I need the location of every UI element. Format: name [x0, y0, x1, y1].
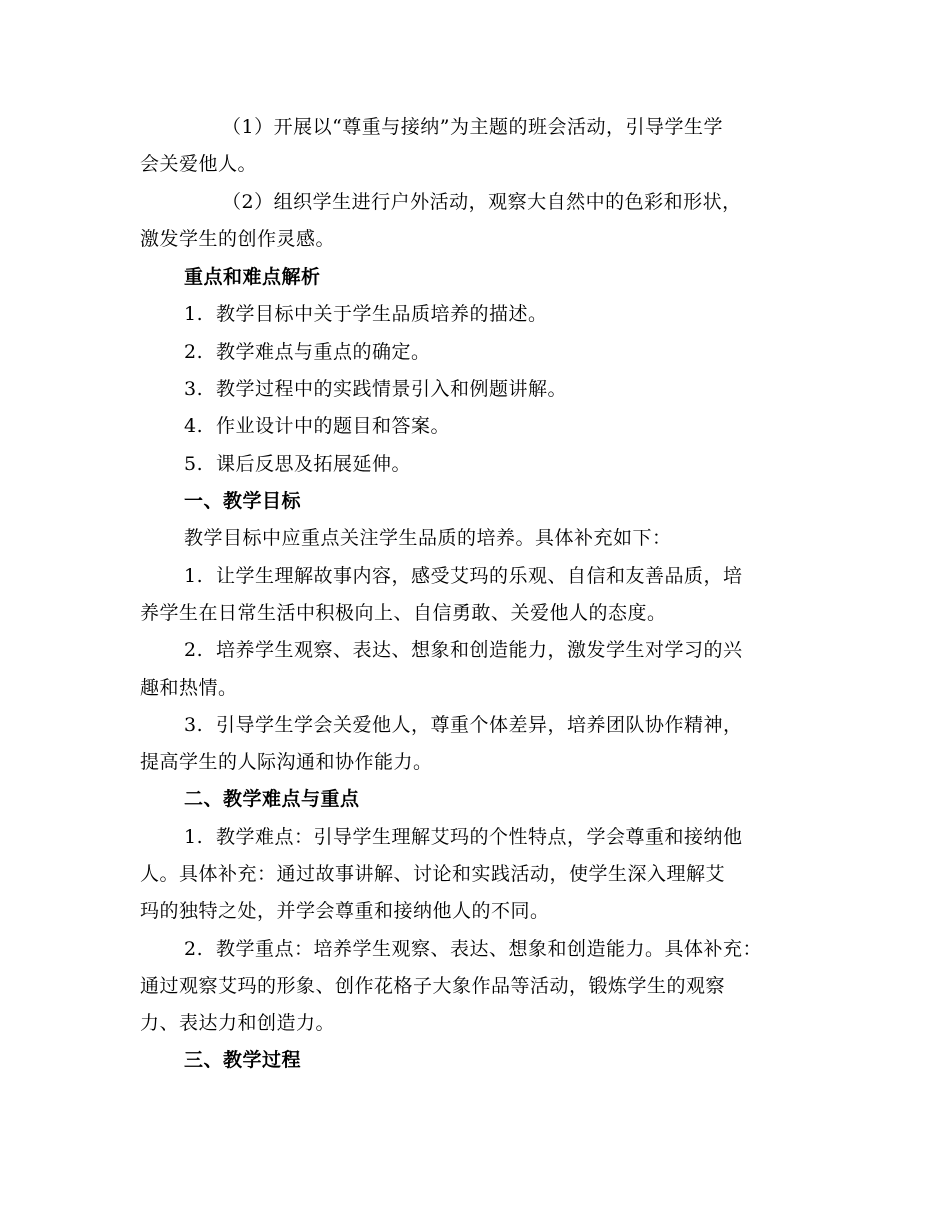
goal-number: 1. — [184, 565, 204, 587]
key-item-5 — [184, 451, 411, 477]
goal-3-line-1 — [184, 712, 743, 738]
key-item-3 — [184, 376, 567, 402]
goal-text: 培养学生观察、表达、想象和创造能力，激发学生对学习的兴 — [216, 639, 743, 661]
focus-line-3: 力、表达力和创造力。 — [140, 1012, 336, 1034]
section-1-heading: 一、教学目标 — [184, 490, 302, 512]
difficulty-line-3: 玛的独特之处，并学会尊重和接纳他人的不同。 — [140, 900, 550, 922]
key-item-number: 5. — [184, 453, 204, 475]
difficulty-line-1 — [184, 824, 743, 850]
key-item-1 — [184, 301, 548, 327]
key-item-number: 3. — [184, 378, 204, 400]
activity-2-line-2: 激发学生的创作灵感。 — [140, 228, 336, 250]
key-item-text: 教学目标中关于学生品质培养的描述。 — [216, 303, 548, 325]
key-item-text: 教学难点与重点的确定。 — [216, 341, 431, 363]
section-2-heading: 二、教学难点与重点 — [184, 788, 360, 810]
key-item-number: 4. — [184, 415, 204, 437]
difficulty-line-2: 人。具体补充：通过故事讲解、讨论和实践活动，使学生深入理解艾 — [140, 863, 726, 885]
goal-number: 2. — [184, 639, 204, 661]
key-item-4 — [184, 413, 450, 439]
goal-text: 让学生理解故事内容，感受艾玛的乐观、自信和友善品质，培 — [216, 565, 743, 587]
difficulty-text: 教学难点：引导学生理解艾玛的个性特点，学会尊重和接纳他 — [216, 826, 743, 848]
goal-1-line-2: 养学生在日常生活中积极向上、自信勇敢、关爱他人的态度。 — [140, 602, 667, 624]
activity-2-line-1: （2）组织学生进行户外活动，观察大自然中的色彩和形状， — [222, 191, 742, 213]
focus-line-2: 通过观察艾玛的形象、创作花格子大象作品等活动，锻炼学生的观察 — [140, 975, 726, 997]
section-1-intro: 教学目标中应重点关注学生品质的培养。具体补充如下： — [184, 527, 672, 549]
section-3-heading: 三、教学过程 — [184, 1049, 302, 1071]
goal-3-line-2: 提高学生的人际沟通和协作能力。 — [140, 751, 433, 773]
focus-number: 2. — [184, 938, 204, 960]
activity-1-line-1: （1）开展以“尊重与接纳”为主题的班会活动，引导学生学 — [222, 116, 724, 138]
activity-1-line-2: 会关爱他人。 — [140, 153, 258, 175]
focus-line-1 — [184, 936, 762, 962]
key-item-number: 1. — [184, 303, 204, 325]
focus-text: 教学重点：培养学生观察、表达、想象和创造能力。具体补充： — [216, 938, 763, 960]
key-item-text: 作业设计中的题目和答案。 — [216, 415, 451, 437]
goal-text: 引导学生学会关爱他人，尊重个体差异，培养团队协作精神， — [216, 714, 743, 736]
goal-number: 3. — [184, 714, 204, 736]
goal-2-line-2: 趣和热情。 — [140, 677, 238, 699]
goal-1-line-1 — [184, 563, 743, 589]
goal-2-line-1 — [184, 637, 743, 663]
key-item-number: 2. — [184, 341, 204, 363]
key-item-2 — [184, 339, 431, 365]
key-points-heading: 重点和难点解析 — [184, 266, 321, 288]
difficulty-number: 1. — [184, 826, 204, 848]
key-item-text: 教学过程中的实践情景引入和例题讲解。 — [216, 378, 568, 400]
key-item-text: 课后反思及拓展延伸。 — [216, 453, 412, 475]
